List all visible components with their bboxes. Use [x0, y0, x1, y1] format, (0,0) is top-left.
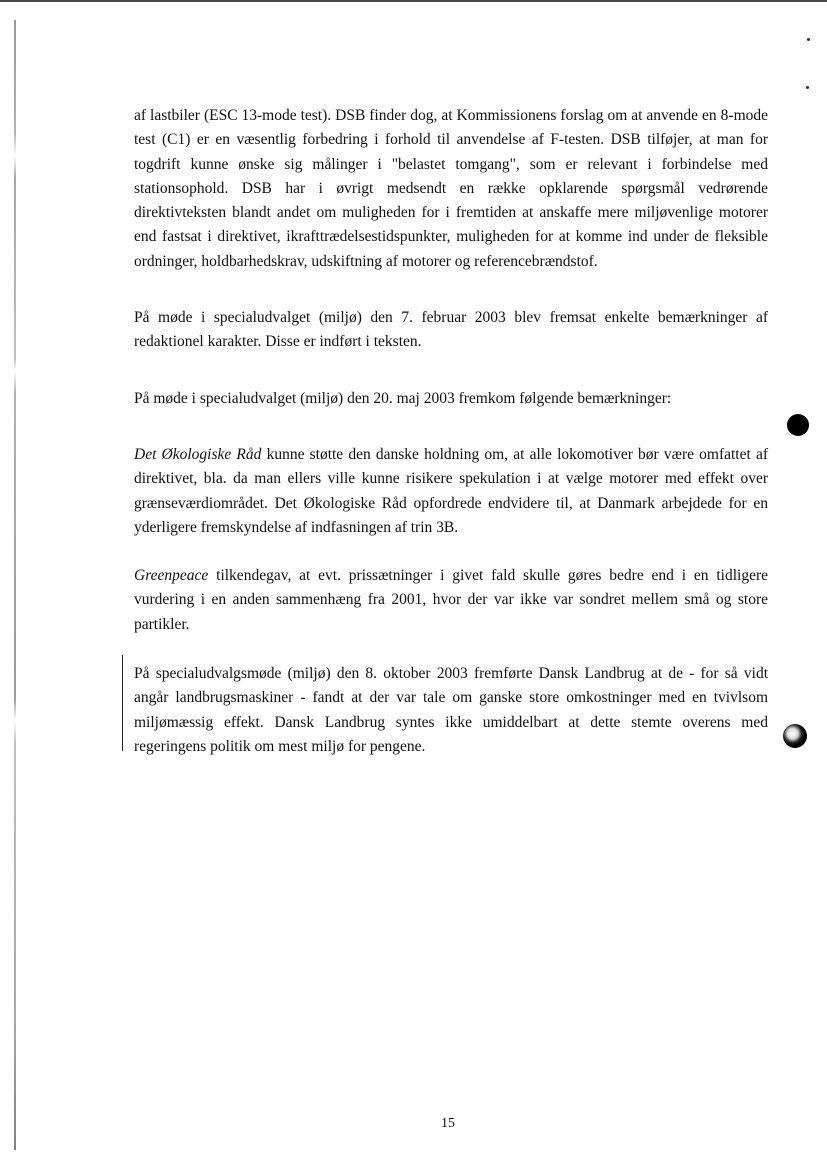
organization-name: Det Økologiske Råd	[134, 445, 262, 463]
paragraph-meeting-may: På møde i specialudvalget (miljø) den 20. maj 2003 fremkom følgende bemærkninger:	[134, 389, 672, 407]
paragraph-greenpeace	[134, 564, 768, 637]
scan-speck	[807, 38, 810, 41]
paragraph-okologiske-raad	[134, 443, 768, 540]
scan-speck	[806, 86, 809, 89]
paragraph-text: kunne støtte den danske holdning om, at alle lokomotiver bør være omfattet af direktivet, bla. da man ellers ville kunne risikere spekulation i at vælge motorer med effekt over grænseværdiområdet. Det Økologiske Råd opfordrede endvidere til, at Danmark arbejdede for en yderligere fremskyndelse af indfasningen af trin 3B.	[134, 445, 768, 536]
scan-left-edge	[14, 20, 16, 1150]
paragraph-text: tilkendegav, at evt. prissætninger i givet fald skulle gøres bedre end i en tidligere vurdering i en anden sammenhæng fra 2001, hvor der var ikke var sondret mellem små og store partikler.	[134, 567, 768, 633]
punch-hole	[787, 414, 809, 436]
revision-change-bar	[122, 655, 123, 751]
paragraph-dsb: af lastbiler (ESC 13-mode test). DSB finder dog, at Kommissionens forslag om at anvende en 8-mode test (C1) er en væsentlig forbedring i forhold til anvendelse af F-testen. DSB tilføjer, at man for togdrift kunne ønske sig målinger i "belastet tomgang", som er relevant i forbindelse med stationsophold. DSB har i øvrigt medsendt en række opklarende spørgsmål vedrørende direktivteksten blandt andet om muligheden for i fremtiden at anskaffe mere miljøvenlige motorer end fastsat i direktivet, ikrafttrædelsestidspunkter, muligheden for at komme ind under de fleksible ordninger, holdbarhedskrav, udskiftning af motorer og referencebrændstof.	[134, 107, 768, 270]
paragraph-dansk-landbrug: På specialudvalgsmøde (miljø) den 8. oktober 2003 fremførte Dansk Landbrug at de - for så vidt angår landbrugsmaskiner - fandt at der var tale om ganske store omkostninger med en tvivlsom miljømæssig effekt. Dansk Landbrug syntes ikke umiddelbart at dette stemte overens med regeringens politik om mest miljø for pengene.	[134, 665, 768, 755]
organization-name: Greenpeace	[134, 567, 209, 585]
page-number: 15	[441, 1116, 455, 1131]
punch-hole	[783, 724, 807, 748]
scan-top-rule	[0, 0, 827, 2]
page-body	[134, 104, 768, 759]
paragraph-meeting-feb: På møde i specialudvalget (miljø) den 7. februar 2003 blev fremsat enkelte bemærkninger af redaktionel karakter. Disse er indført i teksten.	[134, 309, 768, 351]
